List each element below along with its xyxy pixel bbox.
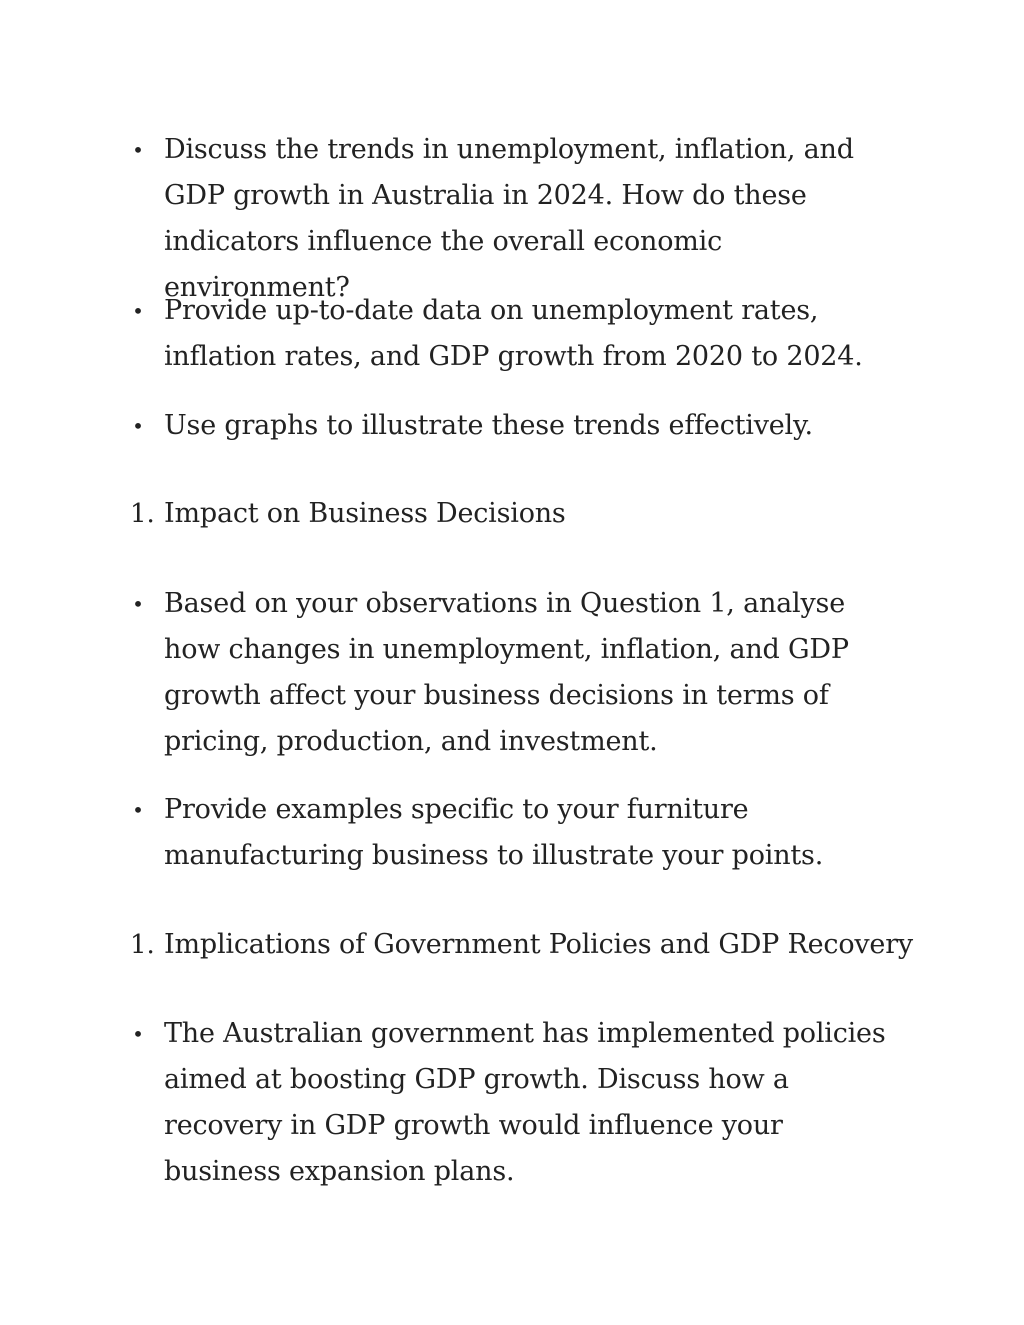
bullet-text: Use graphs to illustrate these trends effectively. [164, 410, 813, 441]
bullet-marker: • [132, 798, 144, 822]
bullet-marker: • [132, 1022, 144, 1046]
heading-text: Impact on Business Decisions [164, 498, 566, 529]
number-marker: 1. [130, 930, 155, 960]
bullet-text: Discuss the trends in unemployment, inflation, and GDP growth in Australia in 2024. How do these indicators influence the overall economic environment? [164, 134, 854, 303]
bullet-marker: • [132, 592, 144, 616]
bullet-text: Provide up-to-date data on unemployment rates, inflation rates, and GDP growth from 2020 to 2024. [164, 295, 863, 372]
bullet-marker: • [132, 414, 144, 438]
bullet-text: The Australian government has implemented policies aimed at boosting GDP growth. Discuss how a recovery in GDP growth would influence your business expansion plans. [164, 1018, 886, 1187]
heading-text: Implications of Government Policies and GDP Recovery [164, 929, 913, 960]
number-marker: 1. [130, 499, 155, 529]
bullet-marker: • [132, 299, 144, 323]
bullet-marker: • [132, 138, 144, 162]
bullet-text: Based on your observations in Question 1, analyse how changes in unemployment, inflation, and GDP growth affect your business decisions in terms of pricing, production, and investment. [164, 588, 849, 757]
bullet-text: Provide examples specific to your furniture manufacturing business to illustrate your points. [164, 794, 824, 871]
